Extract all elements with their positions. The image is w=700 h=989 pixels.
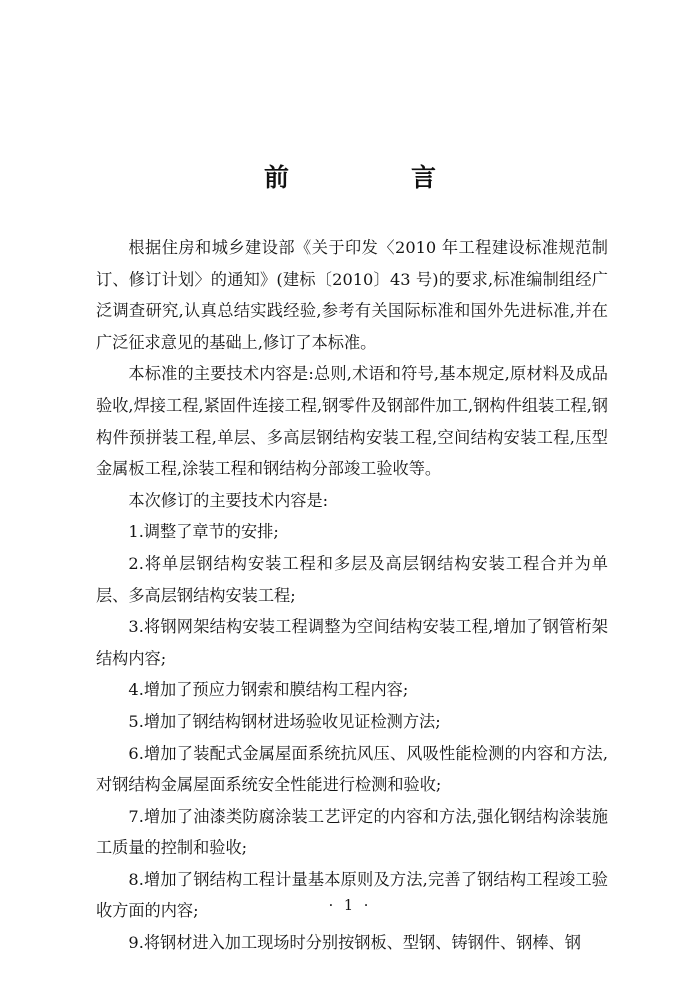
paragraph: 5.增加了钢结构钢材进场验收见证检测方法; [128, 711, 441, 731]
page-title: 前 言 [263, 163, 460, 192]
paragraph: 2.将单层钢结构安装工程和多层及高层钢结构安装工程合并为单层、多高层钢结构安装工程; [96, 553, 608, 605]
paragraph: 4.增加了预应力钢索和膜结构工程内容; [128, 680, 409, 700]
paragraph: 8.增加了钢结构工程计量基本原则及方法,完善了钢结构工程竣工验收方面的内容; [96, 869, 608, 921]
paragraph: 本次修订的主要技术内容是: [128, 490, 329, 510]
paragraph: 9.将钢材进入加工现场时分别按钢板、型钢、铸钢件、钢棒、钢 [128, 933, 581, 953]
paragraph: 本标准的主要技术内容是:总则,术语和符号,基本规定,原材料及成品验收,焊接工程,紧固件连接工程,钢零件及钢部件加工,钢构件组装工程,钢构件预拼装工程,单层、多高层钢结构安装工程,空间结构安装工程,压型金属板工程,涂装工程和钢结构分部竣工验收等。 [96, 364, 608, 479]
paragraph: 根据住房和城乡建设部《关于印发〈2010 年工程建设标准规范制订、修订计划〉的通知》(建标〔2010〕43 号)的要求,标准编制组经广泛调查研究,认真总结实践经验,参考有关国际标准和国外先进标准,并在广泛征求意见的基础上,修订了本标准。 [96, 238, 608, 352]
paragraph: 1.调整了章节的安排; [128, 522, 279, 542]
paragraph: 6.增加了装配式金属屋面系统抗风压、风吸性能检测的内容和方法,对钢结构金属屋面系统安全性能进行检测和验收; [96, 743, 608, 795]
paragraph: 7.增加了油漆类防腐涂装工艺评定的内容和方法,强化钢结构涂装施工质量的控制和验收; [96, 806, 608, 858]
document-body [96, 232, 608, 959]
page-number: · 1 · [328, 898, 372, 914]
paragraph: 3.将钢网架结构安装工程调整为空间结构安装工程,增加了钢管桁架结构内容; [96, 617, 608, 668]
